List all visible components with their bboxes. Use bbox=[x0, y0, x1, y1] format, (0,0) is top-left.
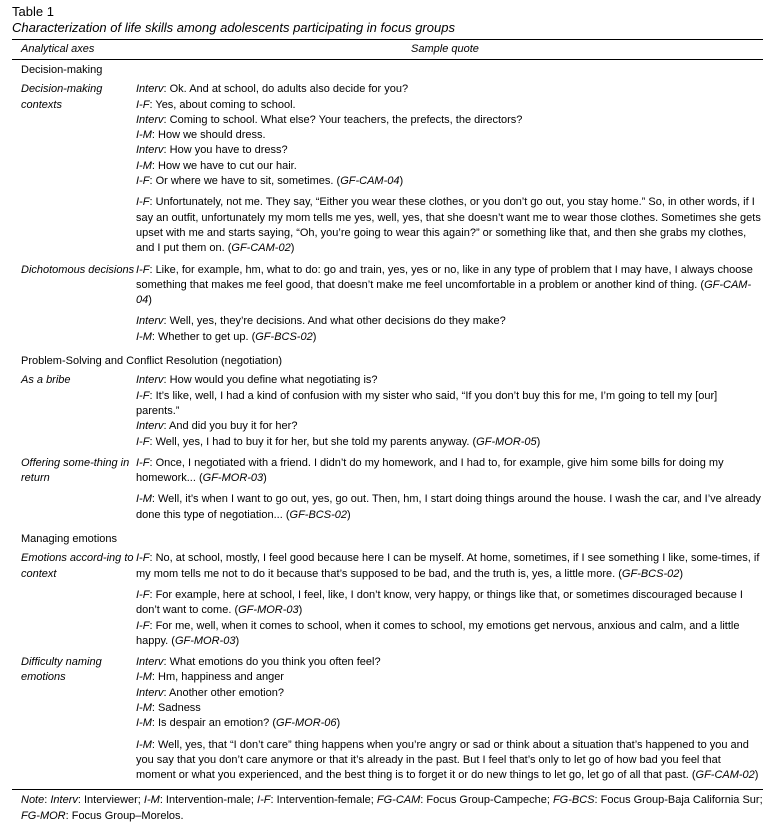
quote-line: Interv: What emotions do you think you often feel? bbox=[136, 656, 381, 669]
speaker-label: I-M bbox=[136, 159, 152, 172]
speaker-label: I-F bbox=[136, 263, 150, 276]
speaker-label: I-M bbox=[136, 493, 152, 506]
focus-group-code: GF-MOR-06 bbox=[276, 717, 337, 730]
quote-line: I-F: Yes, about coming to school. bbox=[136, 98, 296, 111]
sample-quotes bbox=[136, 456, 763, 529]
quote-line: Interv: Well, yes, they’re decisions. And what other decisions do they make? bbox=[136, 315, 506, 328]
speaker-label: I-F bbox=[136, 588, 150, 601]
section-title: Decision-making bbox=[21, 64, 103, 76]
quote-line: I-F: No, at school, mostly, I feel good because here I can be myself. At home, sometimes, if I see something I like, some-times, if my mom tells me not to do it because that’s supposed to be bad, and the truth is, yes, a little more. (GF-BCS-02) bbox=[136, 552, 760, 580]
note-abbreviation: I-F bbox=[257, 794, 271, 807]
quote-line: I-F: Like, for example, hm, what to do: go and train, yes, yes or no, like in any type of problem that I may have, I always choose something that makes me feel good, that doesn’t make me feel uncomfortable in a problem or another kind of thing. (GF-CAM-04) bbox=[136, 263, 753, 307]
sample-quotes bbox=[136, 373, 763, 455]
quote-line: Interv: Ok. And at school, do adults also decide for you? bbox=[136, 83, 409, 96]
quote-block bbox=[136, 314, 761, 345]
quote-block bbox=[136, 588, 761, 649]
quote-line: I-F: For example, here at school, I feel, like, I don’t know, very happy, or things like that, or sometimes discouraged because I don’t want to come. (GF-MOR-03) bbox=[136, 588, 743, 617]
table-header bbox=[12, 40, 763, 59]
table-row bbox=[12, 373, 763, 455]
speaker-label: I-M bbox=[136, 717, 152, 730]
table-row bbox=[12, 82, 763, 262]
speaker-label: I-M bbox=[136, 129, 152, 142]
quote-line: I-M: Sadness bbox=[136, 701, 201, 714]
table-body bbox=[12, 63, 763, 789]
speaker-label: I-F bbox=[136, 435, 150, 448]
speaker-label: Interv bbox=[136, 374, 164, 387]
quote-block bbox=[136, 263, 761, 309]
analytical-axis: Decision-making contexts bbox=[21, 83, 103, 111]
analytical-axis: Emotions accord-ing to context bbox=[21, 552, 134, 580]
speaker-label: I-F bbox=[136, 389, 150, 402]
quote-line: I-M: Is despair an emotion? (GF-MOR-06) bbox=[136, 717, 341, 730]
section-title: Problem-Solving and Conflict Resolution (negotiation) bbox=[21, 355, 283, 368]
quote-line: Interv: How would you define what negotiating is? bbox=[136, 374, 378, 387]
speaker-label: I-F bbox=[136, 456, 150, 469]
speaker-label: I-F bbox=[136, 196, 150, 209]
speaker-label: Interv bbox=[136, 83, 164, 96]
quote-line: I-F: Unfortunately, not me. They say, “Either you wear these clothes, or you don’t go out, you stay home.” So, in other words, if I say an outfit, unfortunately my mom tells me yes, well, yes, that she doesn’t want me to wear those clothes. Sometimes she gets upset with me and starts saying, “Oh, you’re going to wear this again?” or something like that, and then she grabs my clothes, and I put them on. (GF-CAM-02) bbox=[136, 196, 761, 255]
quote-line: I-F: It’s like, well, I had a kind of confusion with my sister who said, “If you don’t buy this for me, I’m going to tell my [our] parents.” bbox=[136, 389, 718, 417]
quote-block bbox=[136, 492, 761, 523]
speaker-label: Interv bbox=[136, 144, 164, 157]
note-abbreviation: Interv bbox=[50, 794, 78, 807]
analytical-axis: Difficulty naming emotions bbox=[21, 656, 102, 684]
column-header-sample-quote: Sample quote bbox=[411, 42, 479, 55]
analytical-axis: Dichotomous decisions bbox=[21, 263, 135, 276]
sample-quotes bbox=[136, 551, 763, 655]
focus-group-code: GF-BCS-02 bbox=[255, 330, 313, 343]
quote-line: I-F: Well, yes, I had to buy it for her, but she told my parents anyway. (GF-MOR-05) bbox=[136, 435, 541, 448]
quote-block bbox=[136, 82, 761, 189]
speaker-label: Interv bbox=[136, 420, 164, 433]
table-row bbox=[12, 263, 763, 351]
quote-block bbox=[136, 655, 761, 731]
note-abbreviation: FG-CAM bbox=[376, 794, 421, 807]
focus-group-code: GF-CAM-04 bbox=[340, 175, 400, 188]
quote-line: I-F: Or where we have to sit, sometimes. (GF-CAM-04) bbox=[136, 175, 404, 188]
speaker-label: I-M bbox=[136, 701, 152, 714]
sample-quotes bbox=[136, 82, 763, 262]
focus-group-code: GF-BCS-02 bbox=[289, 508, 347, 521]
quote-line: Interv: Coming to school. What else? Your teachers, the prefects, the directors? bbox=[136, 113, 523, 126]
speaker-label: I-M bbox=[136, 738, 152, 751]
quote-line: Interv: Another other emotion? bbox=[136, 686, 284, 699]
focus-group-code: GF-MOR-03 bbox=[238, 604, 299, 617]
quote-block bbox=[136, 551, 761, 582]
speaker-label: Interv bbox=[136, 656, 164, 669]
quote-line: I-M: How we have to cut our hair. bbox=[136, 159, 297, 172]
table-title: Characterization of life skills among adolescents participating in focus groups bbox=[12, 20, 455, 35]
table-row bbox=[12, 456, 763, 529]
analytical-axis: As a bribe bbox=[21, 374, 71, 387]
speaker-label: I-F bbox=[136, 552, 150, 565]
table-row bbox=[12, 655, 763, 789]
header-rule bbox=[12, 59, 763, 60]
quote-line: I-M: Hm, happiness and anger bbox=[136, 671, 284, 684]
focus-group-code: GF-CAM-04 bbox=[136, 278, 752, 307]
note-label: Note bbox=[21, 794, 45, 807]
speaker-label: I-F bbox=[136, 98, 150, 111]
quote-line: I-F: Once, I negotiated with a friend. I didn’t do my homework, and I had to, for example, give him some bills for doing my homework... (GF-MOR-03) bbox=[136, 456, 724, 485]
speaker-label: Interv bbox=[136, 315, 164, 328]
analytical-axis: Offering some-thing in return bbox=[21, 456, 130, 485]
quote-line: Interv: How you have to dress? bbox=[136, 144, 288, 157]
note-abbreviation: I-M bbox=[143, 794, 160, 807]
table-label: Table 1 bbox=[12, 4, 54, 19]
quote-block bbox=[136, 195, 761, 256]
speaker-label: I-F bbox=[136, 175, 150, 188]
quote-line: I-F: For me, well, when it comes to school, when it comes to school, my emotions get nervous, anxious and calm, and a little happy. (GF-MOR-03) bbox=[136, 619, 740, 647]
quote-line: Interv: And did you buy it for her? bbox=[136, 420, 298, 433]
speaker-label: I-M bbox=[136, 330, 152, 343]
note-abbreviation: FG-BCS bbox=[552, 794, 595, 807]
focus-group-code: GF-MOR-03 bbox=[174, 634, 236, 647]
quote-line: I-M: How we should dress. bbox=[136, 129, 266, 142]
speaker-label: I-M bbox=[136, 671, 152, 684]
focus-group-code: GF-MOR-05 bbox=[476, 435, 537, 448]
column-header-analytical-axes: Analytical axes bbox=[21, 42, 95, 55]
sample-quotes bbox=[136, 655, 763, 789]
focus-group-code: GF-MOR-03 bbox=[202, 472, 264, 485]
focus-group-code: GF-CAM-02 bbox=[231, 242, 291, 255]
sample-quotes bbox=[136, 263, 763, 351]
quote-block bbox=[136, 373, 761, 449]
quote-line: I-M: Well, yes, that “I don’t care” thing happens when you’re angry or sad or think about a situation that’s happened to you and you say that you don’t care anymore or that it’s already in the past. But I feel that’s only to let go of how bad you feel that moment or what you experienced, and the best thing is to forget it or do new things to let go, let go of all that past. (GF-CAM-02) bbox=[136, 738, 759, 782]
note-abbreviation: FG-MOR bbox=[21, 809, 66, 822]
speaker-label: Interv bbox=[136, 113, 164, 126]
section-title: Managing emotions bbox=[21, 533, 118, 546]
quote-block bbox=[136, 738, 761, 784]
quote-block bbox=[136, 456, 761, 487]
table-row bbox=[12, 551, 763, 655]
speaker-label: I-F bbox=[136, 619, 150, 632]
speaker-label: Interv bbox=[136, 686, 164, 699]
quote-line: I-M: Whether to get up. (GF-BCS-02) bbox=[136, 330, 317, 343]
table-note: Note: Interv: Interviewer; I-M: Intervention-male; I-F: Intervention-female; FG-CAM: Focus Group-Campeche; FG-BCS: Focus Group-Baja California Sur; FG-MOR: Focus Group–Morelos. bbox=[21, 794, 763, 822]
quote-line: I-M: Well, it’s when I want to go out, yes, go out. Then, hm, I start doing things around the house. I wash the car, and I’ve already done this type of negotiation... (GF-BCS-02) bbox=[136, 493, 761, 521]
focus-group-code: GF-BCS-02 bbox=[621, 567, 680, 580]
focus-group-code: GF-CAM-02 bbox=[695, 769, 755, 782]
